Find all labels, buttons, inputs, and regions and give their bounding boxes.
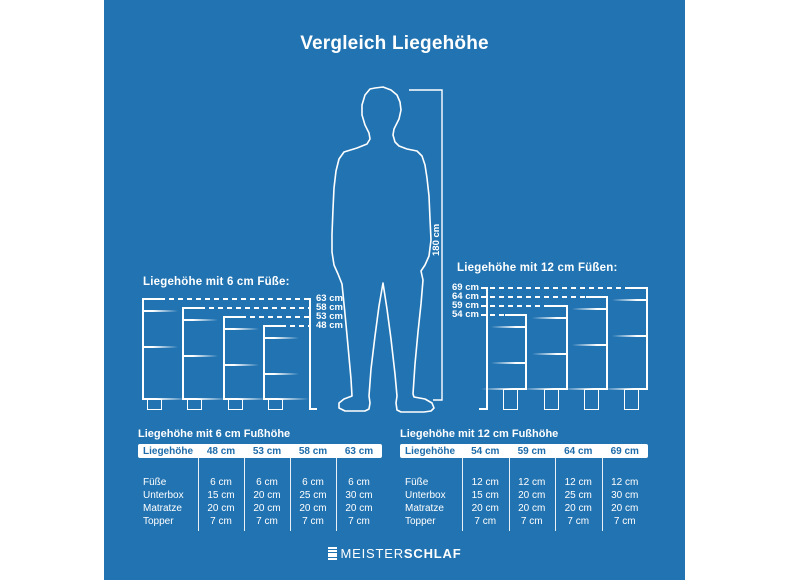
cell: 20 cm: [345, 503, 373, 514]
section-12cm-heading: Liegehöhe mit 12 cm Füßen:: [457, 262, 618, 274]
cell: 12 cm: [611, 477, 639, 488]
person-outline-figure: [325, 84, 450, 416]
bed-top-line: [223, 316, 245, 318]
bed-top-line: [586, 296, 608, 298]
table-row: [400, 476, 648, 489]
cell: 7 cm: [348, 516, 370, 527]
row-label: Topper: [405, 516, 436, 527]
height-label-58: 58 cm: [316, 302, 343, 313]
header-cell: 69 cm: [610, 445, 639, 457]
cell: 20 cm: [471, 503, 499, 514]
row-label: Matratze: [405, 503, 444, 514]
cell: 20 cm: [253, 490, 281, 501]
bed-top-line: [626, 287, 648, 289]
cell: 25 cm: [299, 490, 327, 501]
bed-foot: [544, 389, 559, 410]
cell: 7 cm: [256, 516, 278, 527]
header-cell: 48 cm: [206, 445, 236, 457]
mattress-layers-icon: [328, 547, 337, 560]
cell: 12 cm: [564, 477, 592, 488]
bed-foot: [584, 389, 599, 410]
bed-right-edge: [646, 287, 648, 390]
brand-name: [341, 546, 462, 561]
header-cell: 64 cm: [564, 445, 593, 457]
mattress-divider-line: [182, 355, 218, 357]
header-cell: 58 cm: [298, 445, 328, 457]
cell: 15 cm: [207, 490, 235, 501]
right-measure-tick: [479, 408, 487, 410]
table-row: [138, 489, 382, 502]
table-12cm-title: Liegehöhe mit 12 cm Fußhöhe: [400, 428, 559, 440]
mattress-divider-line: [142, 346, 178, 348]
topper-divider-line: [142, 310, 178, 312]
section-6cm-heading: Liegehöhe mit 6 cm Füße:: [143, 276, 290, 288]
height-label-54: 54 cm: [452, 309, 479, 320]
height-label-59: 59 cm: [452, 300, 479, 311]
blue-panel: [104, 0, 685, 580]
table-row: [138, 476, 382, 489]
cell: 20 cm: [564, 503, 592, 514]
row-label: Füße: [143, 477, 167, 488]
cell: 7 cm: [520, 516, 543, 527]
bed-top-line: [546, 305, 568, 307]
cell: 7 cm: [567, 516, 590, 527]
bed-foot: [187, 399, 202, 410]
topper-divider-line: [263, 337, 299, 339]
bed-top-line: [182, 307, 204, 309]
bed-top-dashed-line: [481, 287, 648, 289]
bed-right-edge: [606, 296, 608, 390]
cell: 12 cm: [471, 477, 499, 488]
cell: 7 cm: [210, 516, 232, 527]
table-6cm-header-row: [138, 444, 382, 458]
person-height-label: 180 cm: [431, 223, 442, 256]
brand-name-regular: MEISTER: [340, 546, 404, 561]
height-label-64: 64 cm: [452, 291, 479, 302]
topper-divider-line: [532, 317, 568, 319]
cell: 20 cm: [518, 490, 546, 501]
height-label-63: 63 cm: [316, 293, 343, 304]
brand-name-bold: SCHLAF: [403, 546, 462, 561]
topper-divider-line: [223, 328, 259, 330]
cell: 6 cm: [302, 477, 324, 488]
topper-divider-line: [491, 326, 527, 328]
header-cell: 59 cm: [517, 445, 546, 457]
header-cell: 53 cm: [252, 445, 282, 457]
cell: 20 cm: [611, 503, 639, 514]
bed-foot: [503, 389, 518, 410]
header-cell: 54 cm: [471, 445, 500, 457]
mattress-divider-line: [223, 364, 259, 366]
cell: 30 cm: [611, 490, 639, 501]
cell: 6 cm: [256, 477, 278, 488]
cell: 20 cm: [253, 503, 281, 514]
cell: 20 cm: [299, 503, 327, 514]
topper-divider-line: [612, 299, 648, 301]
row-label: Unterbox: [143, 490, 184, 501]
mattress-divider-line: [491, 362, 527, 364]
table-6cm-title: Liegehöhe mit 6 cm Fußhöhe: [138, 428, 291, 440]
bed-left-edge: [142, 298, 144, 400]
cell: 20 cm: [518, 503, 546, 514]
cell: 30 cm: [345, 490, 373, 501]
mattress-divider-line: [263, 373, 299, 375]
cell: 6 cm: [210, 477, 232, 488]
table-row: [138, 502, 382, 515]
bed-top-dashed-line: [142, 298, 309, 300]
table-row: [138, 515, 382, 528]
height-label-48: 48 cm: [316, 320, 343, 331]
mattress-divider-line: [532, 353, 568, 355]
header-cell: Liegehöhe: [405, 445, 456, 457]
bed-top-line: [142, 298, 164, 300]
person-silhouette: [332, 87, 434, 412]
topper-divider-line: [572, 308, 608, 310]
cell: 7 cm: [302, 516, 324, 527]
row-label: Matratze: [143, 503, 182, 514]
cell: 15 cm: [471, 490, 499, 501]
page-title: Vergleich Liegehöhe: [300, 33, 489, 54]
bed-foot: [624, 389, 639, 410]
table-row: [400, 502, 648, 515]
row-label: Füße: [405, 477, 429, 488]
row-label: Unterbox: [405, 490, 446, 501]
bed-foot: [147, 399, 162, 410]
row-label: Topper: [143, 516, 174, 527]
height-label-69: 69 cm: [452, 282, 479, 293]
bed-foot: [268, 399, 283, 410]
cell: 20 cm: [207, 503, 235, 514]
topper-divider-line: [182, 319, 218, 321]
table-row: [400, 489, 648, 502]
header-cell: Liegehöhe: [143, 445, 194, 457]
cell: 25 cm: [564, 490, 592, 501]
height-label-53: 53 cm: [316, 311, 343, 322]
left-measure-tick: [309, 408, 317, 410]
table-row: [400, 515, 648, 528]
cell: 12 cm: [518, 477, 546, 488]
bed-foot: [228, 399, 243, 410]
header-cell: 63 cm: [344, 445, 374, 457]
mattress-divider-line: [572, 344, 608, 346]
mattress-divider-line: [612, 335, 648, 337]
cell: 6 cm: [348, 477, 370, 488]
table-12cm-header-row: [400, 444, 648, 458]
cell: 7 cm: [474, 516, 497, 527]
left-measure-line: [309, 298, 311, 410]
cell: 7 cm: [613, 516, 636, 527]
brand-logo: [104, 546, 685, 561]
bed-top-line: [505, 314, 527, 316]
bed-top-line: [263, 325, 285, 327]
